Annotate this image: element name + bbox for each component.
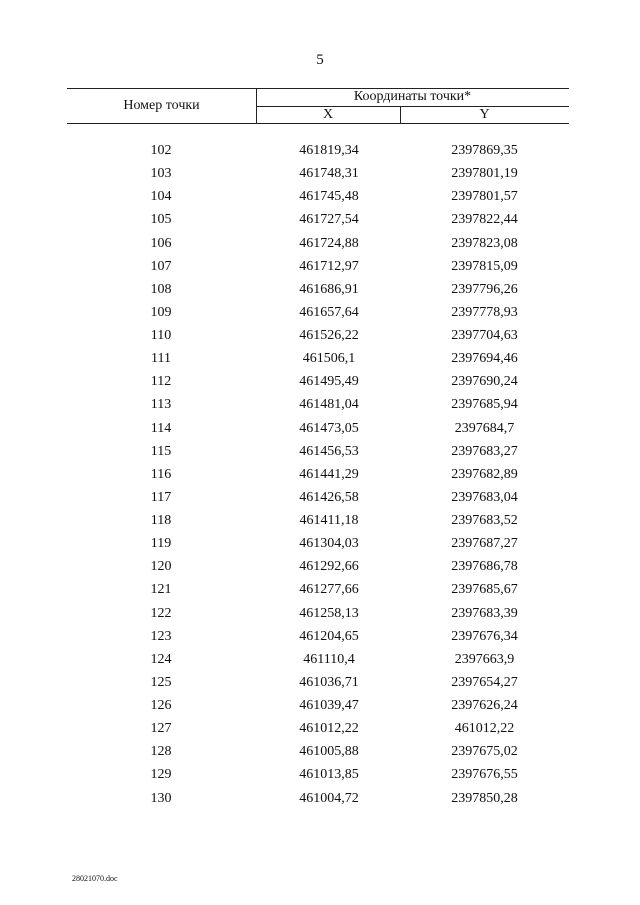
y-coordinate-cell: 2397683,27 (451, 443, 518, 459)
point-number-cell: 119 (150, 536, 172, 552)
point-number-cell: 117 (150, 489, 172, 505)
page-number: 5 (316, 52, 324, 68)
table-row (0, 764, 640, 787)
table-row (0, 418, 640, 441)
point-number-cell: 126 (150, 698, 172, 713)
header-bottom-rule (67, 123, 569, 124)
x-coordinate-cell: 461110,4 (303, 651, 355, 667)
x-coordinate-cell: 461013,85 (299, 767, 359, 783)
table-row (0, 163, 640, 186)
point-number-cell: 113 (150, 397, 172, 413)
y-coordinate-cell: 2397801,19 (451, 166, 518, 182)
point-number-cell: 111 (151, 351, 171, 367)
point-number-cell: 102 (150, 143, 172, 158)
y-coordinate-cell: 2397685,67 (451, 582, 518, 598)
x-coordinate-cell: 461724,88 (299, 235, 359, 251)
point-number-cell: 118 (150, 513, 172, 528)
point-number-cell: 122 (150, 605, 172, 621)
point-number-cell: 120 (150, 559, 172, 575)
table-row (0, 533, 640, 556)
table-row (0, 348, 640, 371)
header-x: X (322, 107, 334, 122)
y-coordinate-cell: 2397704,63 (451, 328, 518, 343)
table-row (0, 394, 640, 417)
y-coordinate-cell: 2397822,44 (451, 212, 518, 228)
x-coordinate-cell: 461426,58 (299, 489, 359, 505)
x-coordinate-cell: 461411,18 (299, 513, 359, 528)
x-coordinate-cell: 461526,22 (299, 328, 359, 343)
table-row (0, 302, 640, 325)
x-coordinate-cell: 461748,31 (299, 166, 359, 182)
y-coordinate-cell: 2397663,9 (454, 651, 515, 667)
x-coordinate-cell: 461686,91 (299, 281, 359, 297)
point-number-cell: 108 (150, 281, 172, 297)
point-number-cell: 124 (150, 651, 172, 667)
point-number-cell: 109 (150, 304, 172, 320)
y-coordinate-cell: 461012,22 (454, 721, 515, 737)
point-number-cell: 114 (150, 420, 172, 436)
table-row (0, 626, 640, 649)
x-coordinate-cell: 461745,48 (299, 189, 359, 205)
table-body (0, 140, 640, 811)
x-coordinate-cell: 461277,66 (299, 582, 359, 598)
table-row (0, 186, 640, 209)
y-coordinate-cell: 2397801,57 (451, 189, 518, 205)
point-number-cell: 106 (150, 235, 172, 251)
table-row (0, 695, 640, 718)
x-coordinate-cell: 461819,34 (299, 143, 359, 158)
table-row (0, 441, 640, 464)
point-number-cell: 112 (150, 374, 172, 390)
y-coordinate-cell: 2397676,34 (451, 628, 518, 644)
table-row (0, 672, 640, 695)
header-y: Y (479, 107, 490, 122)
y-coordinate-cell: 2397682,89 (451, 466, 518, 482)
table-row (0, 556, 640, 579)
y-coordinate-cell: 2397778,93 (451, 304, 518, 320)
point-number-cell: 125 (150, 674, 172, 690)
y-coordinate-cell: 2397694,46 (451, 351, 518, 367)
table-row (0, 325, 640, 348)
x-coordinate-cell: 461005,88 (299, 744, 359, 760)
x-coordinate-cell: 461004,72 (299, 790, 359, 806)
point-number-cell: 128 (150, 744, 172, 760)
point-number-cell: 115 (150, 443, 172, 459)
x-coordinate-cell: 461727,54 (299, 212, 359, 228)
table-row (0, 487, 640, 510)
x-coordinate-cell: 461258,13 (299, 605, 359, 621)
x-coordinate-cell: 461441,29 (299, 466, 359, 482)
x-coordinate-cell: 461292,66 (299, 559, 359, 575)
header-coordinates: Координаты точки* (353, 89, 472, 104)
x-coordinate-cell: 461039,47 (299, 698, 359, 713)
table-row (0, 510, 640, 533)
y-coordinate-cell: 2397683,52 (451, 513, 518, 528)
table-row (0, 140, 640, 163)
y-coordinate-cell: 2397690,24 (451, 374, 518, 390)
y-coordinate-cell: 2397685,94 (451, 397, 518, 413)
x-coordinate-cell: 461012,22 (299, 721, 359, 737)
header-point-number: Номер точки (123, 98, 200, 113)
y-coordinate-cell: 2397815,09 (451, 258, 518, 274)
point-number-cell: 129 (150, 767, 172, 783)
y-coordinate-cell: 2397675,02 (451, 744, 518, 760)
point-number-cell: 105 (150, 212, 172, 228)
x-coordinate-cell: 461495,49 (299, 374, 359, 390)
x-coordinate-cell: 461712,97 (299, 258, 359, 274)
x-coordinate-cell: 461506,1 (302, 351, 356, 367)
point-number-cell: 104 (150, 189, 172, 205)
table-row (0, 233, 640, 256)
point-number-cell: 116 (150, 466, 172, 482)
x-coordinate-cell: 461481,04 (299, 397, 359, 413)
point-number-cell: 110 (150, 328, 172, 343)
y-coordinate-cell: 2397869,35 (451, 143, 518, 158)
table-row (0, 603, 640, 626)
point-number-cell: 123 (150, 628, 172, 644)
table-row (0, 464, 640, 487)
y-coordinate-cell: 2397683,04 (451, 489, 518, 505)
y-coordinate-cell: 2397676,55 (451, 767, 518, 783)
point-number-cell: 107 (150, 258, 172, 274)
y-coordinate-cell: 2397687,27 (451, 536, 518, 552)
y-coordinate-cell: 2397796,26 (451, 281, 518, 297)
y-coordinate-cell: 2397850,28 (451, 790, 518, 806)
x-coordinate-cell: 461456,53 (299, 443, 359, 459)
x-coordinate-cell: 461657,64 (299, 304, 359, 320)
table-row (0, 256, 640, 279)
y-coordinate-cell: 2397654,27 (451, 674, 518, 690)
table-row (0, 371, 640, 394)
y-coordinate-cell: 2397686,78 (451, 559, 518, 575)
x-coordinate-cell: 461036,71 (299, 674, 359, 690)
x-coordinate-cell: 461473,05 (299, 420, 359, 436)
table-row (0, 741, 640, 764)
table-row (0, 649, 640, 672)
table-row (0, 579, 640, 602)
footer-filename: 28021070.doc (72, 874, 118, 883)
y-coordinate-cell: 2397626,24 (451, 698, 518, 713)
y-coordinate-cell: 2397823,08 (451, 235, 518, 251)
point-number-cell: 130 (150, 790, 172, 806)
y-coordinate-cell: 2397684,7 (454, 420, 515, 436)
point-number-cell: 121 (150, 582, 172, 598)
table-row (0, 279, 640, 302)
y-coordinate-cell: 2397683,39 (451, 605, 518, 621)
table-row (0, 209, 640, 232)
x-coordinate-cell: 461304,03 (299, 536, 359, 552)
point-number-cell: 127 (150, 721, 172, 737)
table-row (0, 718, 640, 741)
point-number-cell: 103 (150, 166, 172, 182)
x-coordinate-cell: 461204,65 (299, 628, 359, 644)
table-row (0, 788, 640, 811)
